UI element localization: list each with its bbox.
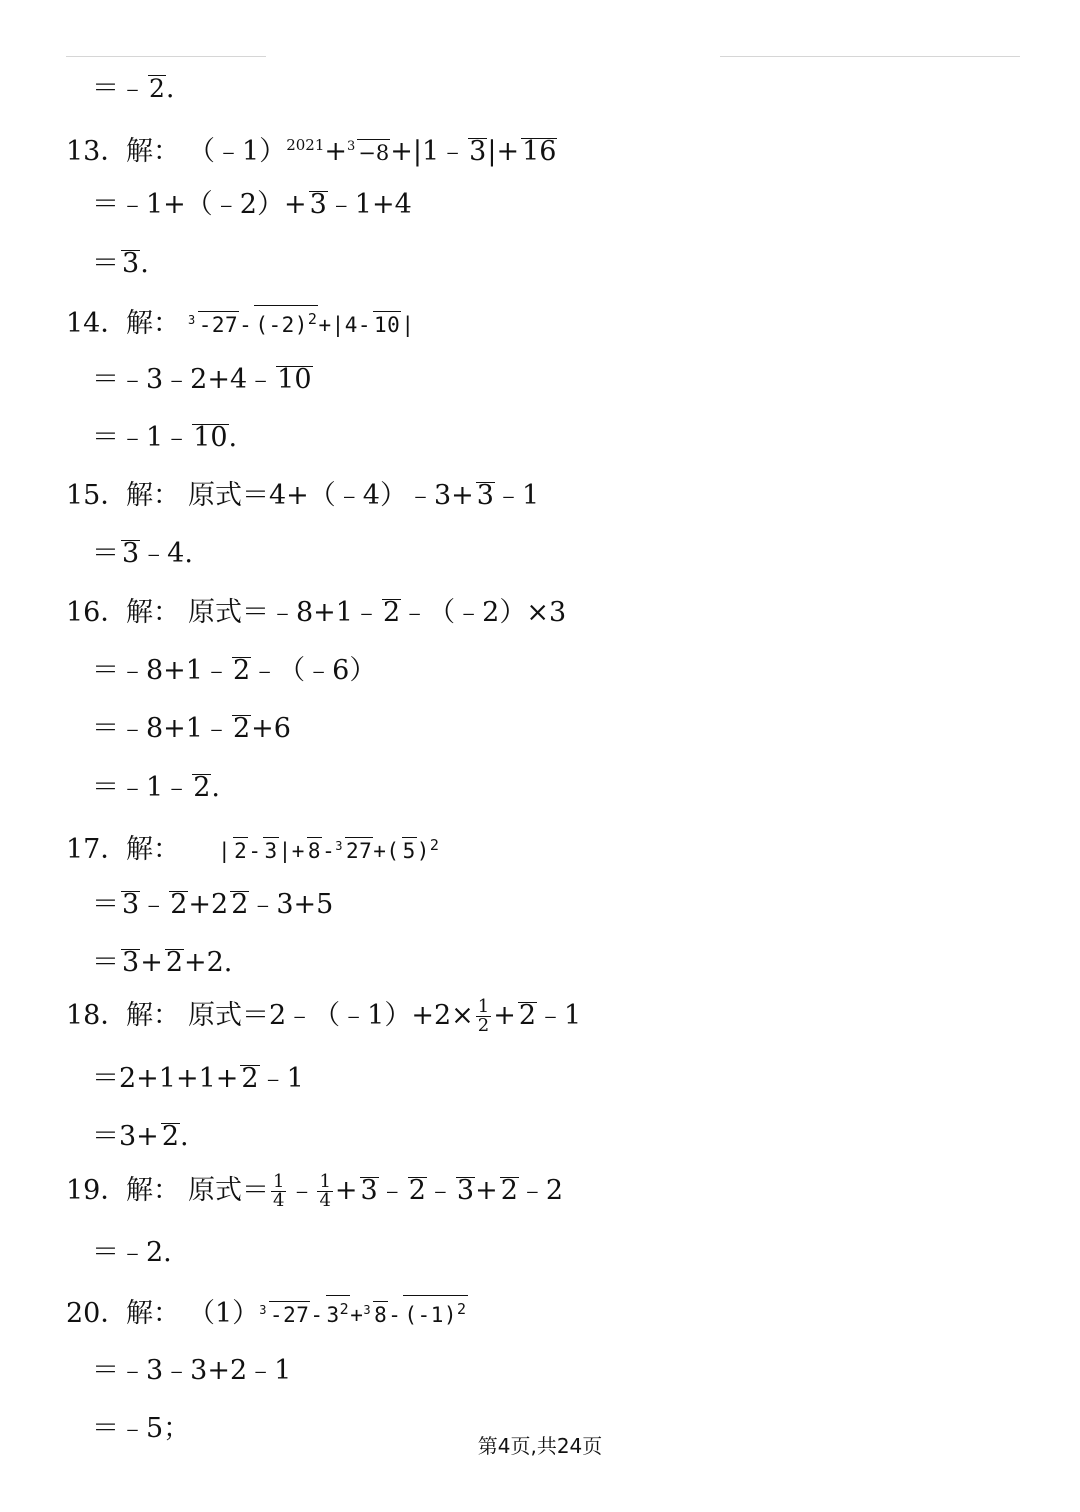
- problem-number: 16．: [66, 597, 128, 628]
- fraction-one-quarter: $\frac{1}{4}$: [273, 1171, 285, 1211]
- line-14-result: ＝﹣1﹣ 10.: [92, 422, 238, 453]
- line-16-result: ＝﹣1﹣ 2.: [92, 772, 220, 803]
- problem-number: 19．: [66, 1175, 128, 1206]
- problem-number: 13．: [66, 136, 128, 167]
- solution-label: 解：: [126, 1175, 180, 1206]
- line-13-head: 13．解： （﹣1）$^{2021}$+$^3$ −8+|1﹣ 3|+ 16: [66, 136, 557, 167]
- line-15-head: 15．解： 原式＝4+（﹣4）﹣3+ 3﹣1: [66, 480, 540, 511]
- line-13-result: ＝ 3.: [92, 248, 149, 279]
- line-20-result: ＝﹣5；: [92, 1413, 191, 1444]
- solution-label: 解：: [126, 834, 180, 865]
- line-14-head: 14．解： $^3$ -27- $(-2)^2+|4-$ 10|: [66, 303, 414, 342]
- line-17-result: ＝ 3+ 2+2.: [92, 947, 233, 978]
- problem-number: 20．: [66, 1298, 128, 1329]
- fraction-one-quarter: $\frac{1}{4}$: [319, 1171, 331, 1211]
- line-19-head: 19．解： 原式＝ $\frac{1}{4}$ ﹣ $\frac{1}{4}$ + 3﹣ 2﹣ 3+ 2﹣2: [66, 1171, 564, 1211]
- solution-label: 解：: [126, 597, 180, 628]
- line-17-step-1: ＝ 3﹣ 2+2 2﹣3+5: [92, 889, 334, 920]
- solution-label: 解：: [126, 136, 180, 167]
- line-16-step-2: ＝﹣8+1﹣ 2+6: [92, 713, 291, 744]
- page-footer: 第4页,共24页: [477, 1434, 603, 1458]
- line-18-result: ＝3+ 2.: [92, 1121, 189, 1152]
- line-0: ＝﹣ 2.: [92, 73, 175, 104]
- line-20-head: 20．解： $(1)^3$ -27- $3^2+^3$ 8- $(-1)^2$: [66, 1293, 468, 1332]
- problem-number: 17．: [66, 834, 128, 865]
- problem-number: 14．: [66, 308, 128, 339]
- solution-label: 解：: [126, 1298, 180, 1329]
- problem-number: 18．: [66, 1000, 128, 1031]
- solution-label: 解：: [126, 308, 180, 339]
- line-16-step-1: ＝﹣8+1﹣ 2﹣（﹣6）: [92, 655, 377, 686]
- header-rule-right: [720, 56, 1020, 57]
- line-14-step-1: ＝﹣3﹣2+4﹣ 10: [92, 364, 312, 395]
- header-rule-left: [66, 56, 266, 57]
- line-13-step-1: ＝﹣1+（﹣2）+ 3﹣1+4: [92, 189, 412, 220]
- problem-number: 15．: [66, 480, 128, 511]
- line-17-head: 17．解： | 2- 3|+ 8-$^3$ 27+( 5)$^2$: [66, 834, 440, 865]
- line-15-result: ＝ 3﹣4.: [92, 538, 193, 569]
- line-16-head: 16．解： 原式＝﹣8+1﹣ 2﹣（﹣2）×3: [66, 597, 567, 628]
- line-20-step-1: ＝﹣3﹣3+2﹣1: [92, 1355, 292, 1386]
- line-19-result: ＝﹣2.: [92, 1237, 172, 1268]
- line-18-head: 18．解： 原式＝2﹣（﹣1）+2× $\frac{1}{2}$ + 2﹣1: [66, 996, 582, 1036]
- fraction-one-half: $\frac{1}{2}$: [477, 996, 490, 1036]
- line-18-step-1: ＝2+1+1+ 2﹣1: [92, 1063, 304, 1094]
- solution-label: 解：: [126, 480, 180, 511]
- solution-label: 解：: [126, 1000, 180, 1031]
